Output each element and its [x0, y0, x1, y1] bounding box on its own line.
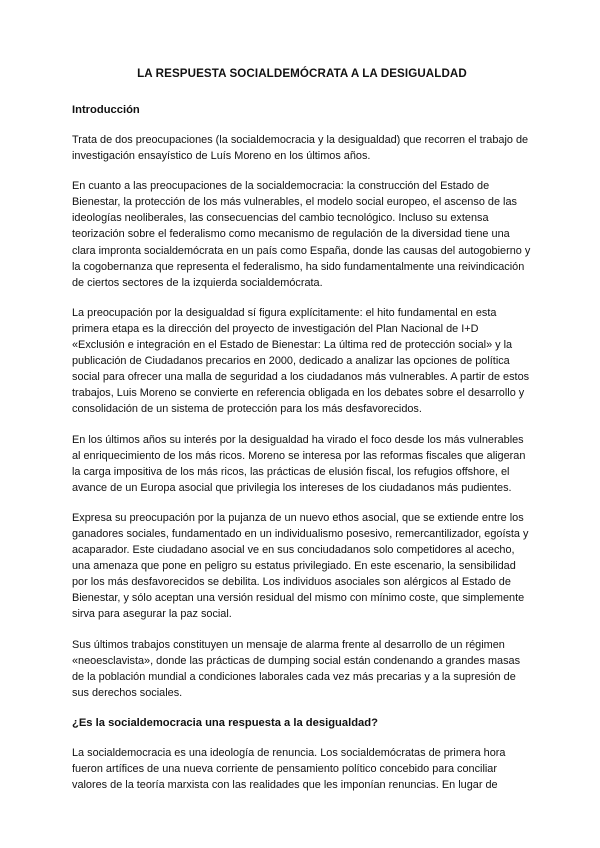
paragraph: La preocupación por la desigualdad sí figura explícitamente: el hito fundamental en esta primera etapa es la dirección del proyecto de investigación del Plan Nacional de I+D «Exclusión e integración en el Estado de Bienestar: La última red de protección social» y la publicación de Ciudadanos precarios en 2000, dedicado a analizar las opciones de política social para ofrecer una malla de seguridad a los ciudadanos más vulnerables. A partir de estos trabajos, Luis Moreno se convierte en referencia obligada en los debates sobre el desarrollo y consolidación de un sistema de protección para los más desfavorecidos.: [72, 306, 530, 416]
section-heading-respuesta: ¿Es la socialdemocracia una respuesta a la desigualdad?: [72, 716, 378, 729]
paragraph: Trata de dos preocupaciones (la socialdemocracia y la desigualdad) que recorren el trabajo de investigación ensayístico de Luís Moreno en los últimos años.: [72, 134, 529, 163]
section-heading-introduccion: Introducción: [72, 104, 140, 116]
paragraph: En cuanto a las preocupaciones de la socialdemocracia: la construcción del Estado de Bienestar, la protección de los más vulnerables, el modelo social europeo, el ascenso de las ideologías neoliberales, las consecuencias del cambio tecnológico. Incluso su extensa teorización sobre el federalismo como mecanismo de regulación de la diversidad tiene una clara impronta socialdemócrata en un país como España, donde las causas del autogobierno y la cogobernanza que representa el federalismo, ha sido fundamentalmente una reivindicación de ciertos sectores de la izquierda socialdemócrata.: [72, 180, 531, 289]
paragraph: Expresa su preocupación por la pujanza de un nuevo ethos asocial, que se extiende entre los ganadores sociales, fundamentado en un individualismo posesivo, remercantilizador, egoísta y acaparador. Este ciudadano asocial ve en sus conciudadanos solo competidores al acecho, una amenaza que pone en peligro su estatus privilegiado. En este escenario, la sensibilidad por los más desfavorecidos se debilita. Los individuos asociales son alérgicos al Estado de Bienestar, y sólo aceptan una versión residual del mismo con mínimo coste, que simplemente sirva para asegurar la paz social.: [72, 511, 529, 621]
document-title: LA RESPUESTA SOCIALDEMÓCRATA A LA DESIGUALDAD: [137, 67, 467, 80]
paragraph: Sus últimos trabajos constituyen un mensaje de alarma frente al desarrollo de un régimen «neoesclavista», donde las prácticas de dumping social están condenando a grandes masas de la población mundial a condiciones laborales cada vez más precarias y a la supresión de sus derechos sociales.: [72, 638, 521, 699]
document-page: [72, 66, 532, 793]
paragraph: La socialdemocracia es una ideología de renuncia. Los socialdemócratas de primera hora fueron artífices de una nueva corriente de pensamiento político concebido para conciliar valores de la teoría marxista con las realidades que les imponían renuncias. En lugar de: [72, 746, 506, 792]
paragraph: En los últimos años su interés por la desigualdad ha virado el foco desde los más vulnerables al enriquecimiento de los más ricos. Moreno se interesa por las reformas fiscales que aligeran la carga impositiva de los más ricos, las prácticas de elusión fiscal, los refugios offshore, el avance de un Europa asocial que privilegia los intereses de los ciudadanos más pudientes.: [72, 433, 526, 494]
